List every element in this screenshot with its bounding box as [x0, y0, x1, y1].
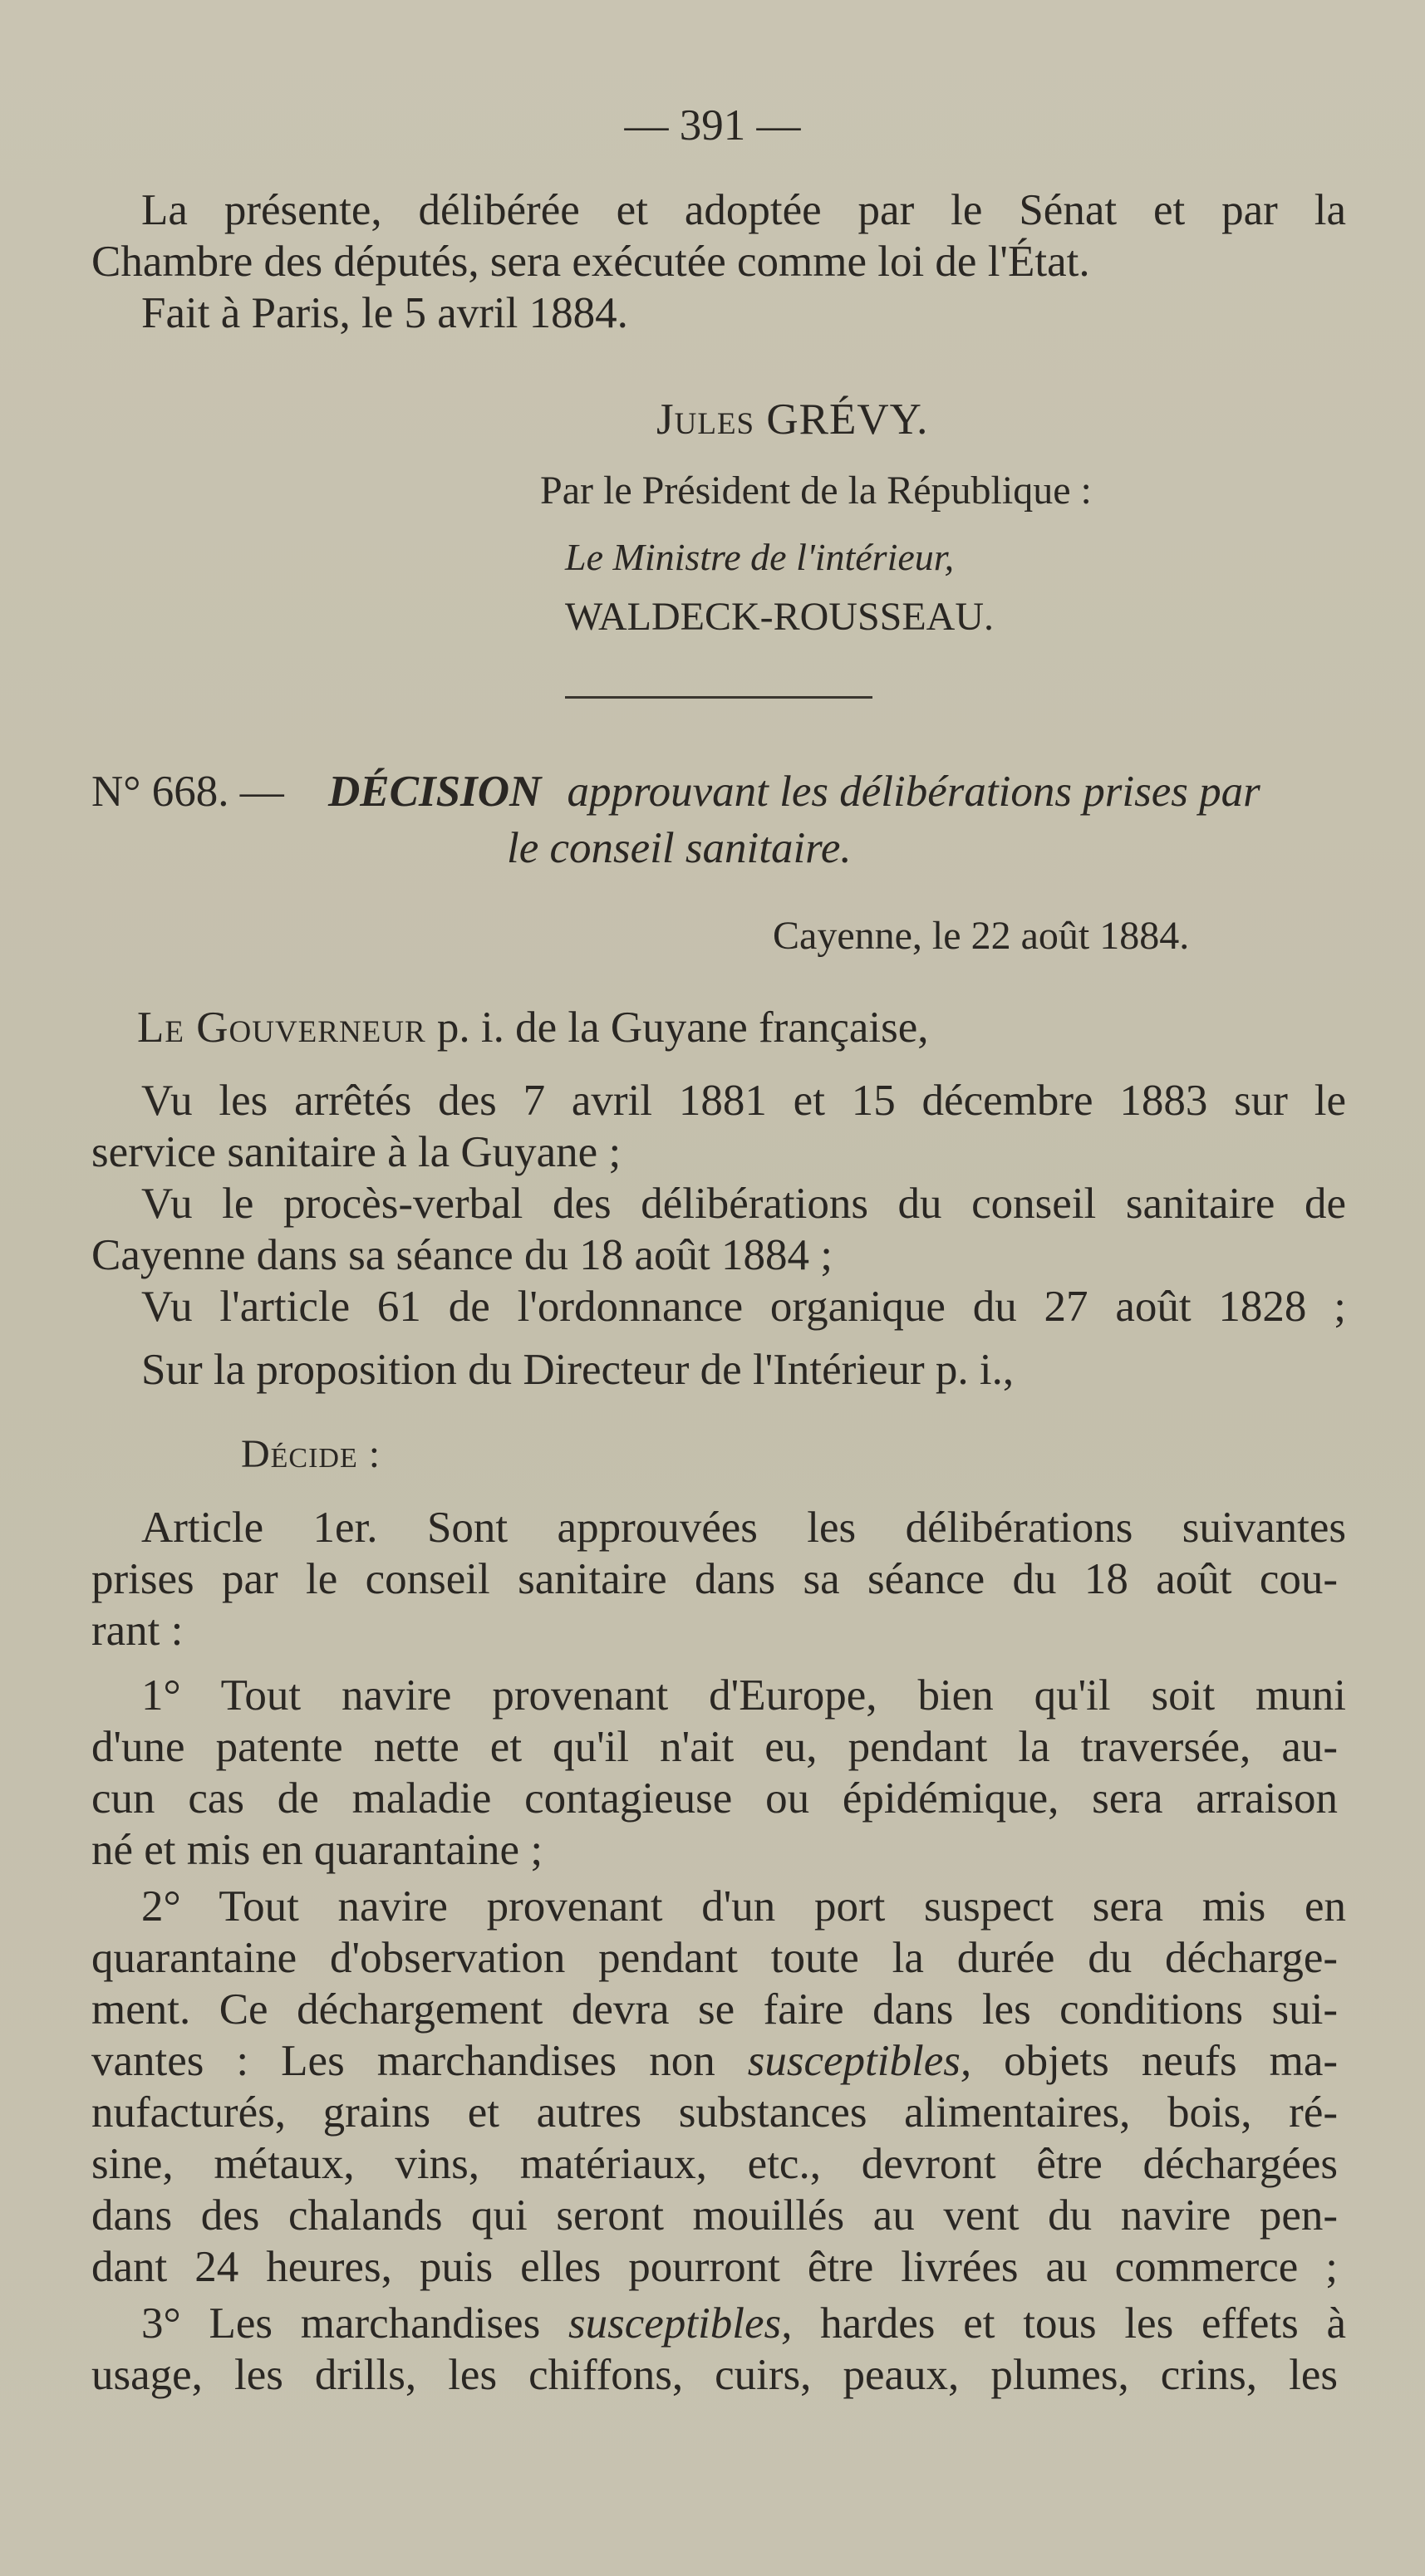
text-line: 2° Tout navire provenant d'un port suspect sera mis en: [141, 1882, 1346, 1931]
text-line: Article 1er. Sont approuvées les délibérations suivantes: [141, 1504, 1346, 1552]
text-line: nufacturés, grains et autres substances alimentaires, bois, ré-: [91, 2088, 1338, 2137]
decide-heading: Décide :: [241, 1432, 381, 1476]
text-line: Vu les arrêtés des 7 avril 1881 et 15 décembre 1883 sur le: [141, 1077, 1346, 1125]
text-line: rant :: [91, 1607, 184, 1655]
governor-rest: p. i. de la Guyane française,: [436, 1003, 929, 1052]
text-line: [91, 2035, 1338, 2087]
text-line: cun cas de maladie contagieuse ou épidémique, sera arraison: [91, 1774, 1338, 1823]
page-number: — 391 —: [624, 101, 801, 150]
text-line: Chambre des députés, sera exécutée comme loi de l'État.: [91, 238, 1090, 286]
text-line: dant 24 heures, puis elles pourront être livrées au commerce ;: [91, 2243, 1338, 2291]
decision-heading: [91, 766, 1338, 817]
place-date: Cayenne, le 22 août 1884.: [773, 914, 1190, 958]
text-segment: hardes et tous les effets à: [820, 2299, 1346, 2348]
text-segment: vantes : Les marchandises non: [91, 2037, 715, 2085]
decision-number: N° 668. —: [91, 768, 284, 816]
governor-title: Le Gouverneur: [137, 1003, 426, 1052]
text-line: Fait à Paris, le 5 avril 1884.: [141, 289, 628, 337]
text-segment: 3° Les marchandises: [141, 2299, 541, 2348]
text-line: [141, 2298, 1346, 2349]
text-segment-italic: susceptibles,: [747, 2037, 972, 2085]
text-line: sine, métaux, vins, matériaux, etc., devront être déchargées: [91, 2140, 1338, 2188]
text-line: Sur la proposition du Directeur de l'Intérieur p. i.,: [141, 1346, 1015, 1394]
signature-name-2: WALDECK-ROUSSEAU.: [565, 595, 994, 639]
text-line: ment. Ce déchargement devra se faire dans les conditions sui-: [91, 1985, 1338, 2034]
text-line: dans des chalands qui seront mouillés au vent du navire pen-: [91, 2191, 1338, 2240]
signature-line: Par le Président de la République :: [540, 469, 1092, 513]
text-line: service sanitaire à la Guyane ;: [91, 1128, 622, 1176]
text-line: La présente, délibérée et adoptée par le Sénat et par la: [141, 186, 1346, 234]
text-segment: objets neufs ma-: [1004, 2037, 1339, 2085]
governor-line: [137, 1002, 1383, 1053]
decision-subtitle: approuvant les délibérations prises par: [567, 768, 1260, 816]
decision-title: DÉCISION: [327, 768, 542, 816]
text-line: Cayenne dans sa séance du 18 août 1884 ;: [91, 1231, 833, 1279]
decision-subtitle-line2: le conseil sanitaire.: [507, 824, 852, 872]
text-line: 1° Tout navire provenant d'Europe, bien qu'il soit muni: [141, 1671, 1346, 1720]
text-line: usage, les drills, les chiffons, cuirs, peaux, plumes, crins, les: [91, 2351, 1338, 2399]
text-segment-italic: susceptibles,: [568, 2299, 793, 2348]
text-line: Vu le procès-verbal des délibérations du conseil sanitaire de: [141, 1180, 1346, 1228]
text-line: prises par le conseil sanitaire dans sa séance du 18 août cou-: [91, 1555, 1338, 1603]
text-line: quarantaine d'observation pendant toute la durée du décharge-: [91, 1934, 1338, 1982]
separator-rule: [565, 696, 872, 699]
text-line: né et mis en quarantaine ;: [91, 1826, 543, 1874]
text-line: Vu l'article 61 de l'ordonnance organique du 27 août 1828 ;: [141, 1283, 1346, 1331]
signature-name: Jules GRÉVY.: [656, 395, 929, 444]
signature-line: Le Ministre de l'intérieur,: [565, 536, 955, 578]
text-line: d'une patente nette et qu'il n'ait eu, pendant la traversée, au-: [91, 1723, 1338, 1771]
